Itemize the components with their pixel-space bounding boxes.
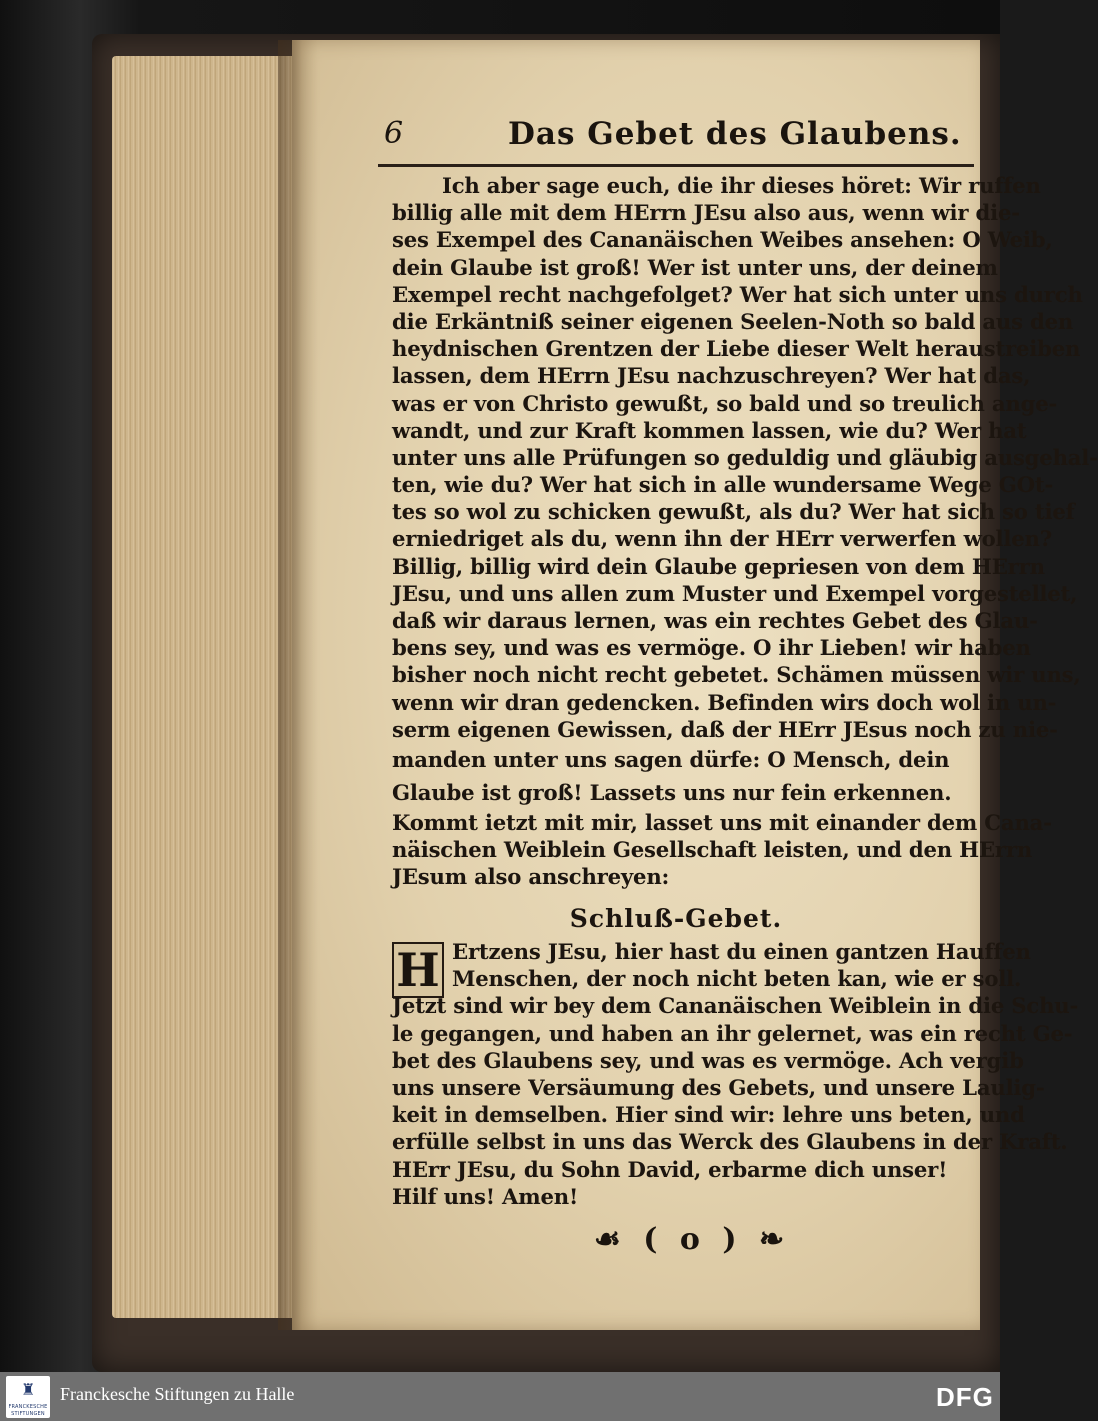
text-line: näischen Weiblein Gesellschaft leisten, und den HErrn: [392, 837, 1033, 863]
text-line: Glaube ist groß! Lassets uns nur fein erkennen.: [392, 779, 952, 805]
text-line: Ertzens JEsu, hier hast du einen gantzen Hauffen: [452, 939, 1031, 964]
text-line: JEsu, und uns allen zum Muster und Exempel vorgestellet,: [392, 580, 1078, 606]
closing-ornament: ☙ ( o ) ❧: [593, 1222, 791, 1257]
text-line: manden unter uns sagen dürfe: O Mensch, dein: [392, 746, 950, 772]
text-line: bisher noch nicht recht gebetet. Schämen müssen wir uns,: [392, 662, 1081, 688]
text-line: erfülle selbst in uns das Werck des Glaubens in der Kraft.: [392, 1129, 1068, 1155]
text-line: unter uns alle Prüfungen so geduldig und gläubig ausgehal-: [392, 444, 1098, 470]
text-line: heydnischen Grentzen der Liebe dieser Welt heraustreiben: [392, 336, 1081, 362]
text-line: bens sey, und was es vermöge. O ihr Lieben! wir haben: [392, 635, 1031, 661]
text-line: ten, wie du? Wer hat sich in alle wundersame Wege GOt-: [392, 472, 1054, 498]
text-line: Exempel recht nachgefolget? Wer hat sich unter uns durch: [392, 281, 1083, 307]
page-edges: [112, 56, 292, 1318]
text-line: Hilf uns! Amen!: [392, 1183, 579, 1209]
text-line: was er von Christo gewußt, so bald und so treulich ange-: [392, 390, 1058, 416]
text-line: die Erkäntniß seiner eigenen Seelen-Noth so bald aus den: [392, 308, 1074, 334]
text-line: tes so wol zu schicken gewußt, als du? Wer hat sich so tief: [392, 499, 1075, 525]
prayer-text: [392, 938, 1079, 1210]
text-line: Jetzt sind wir bey dem Cananäischen Weiblein in die Schu-: [392, 993, 1079, 1019]
text-line: daß wir daraus lernen, was ein rechtes Gebet des Glau-: [392, 608, 1038, 633]
text-line: uns unsere Versäumung des Gebets, und unsere Laulig-: [392, 1074, 1045, 1100]
section-heading: Schluß-Gebet.: [569, 904, 783, 933]
text-line: dein Glaube ist groß! Wer ist unter uns, der deinem: [392, 254, 998, 280]
text-line: Ich aber sage euch, die ihr dieses höret: Wir ruffen: [442, 173, 1041, 198]
text-line: JEsum also anschreyen:: [392, 864, 670, 890]
text-line: Billig, billig wird dein Glaube gepriesen von dem HErrn: [392, 553, 1045, 579]
text-line: billig alle mit dem HErrn JEsu also aus, wenn wir die-: [392, 200, 1020, 226]
page-header-title: Das Gebet des Glaubens.: [508, 116, 962, 152]
header-rule: [378, 164, 974, 167]
logo-text-bottom: STIFTUNGEN: [11, 1411, 45, 1417]
text-line: Menschen, der noch nicht beten kan, wie er soll.: [452, 966, 1022, 992]
building-icon: ♜: [21, 1380, 36, 1399]
text-line: wenn wir dran gedencken. Befinden wirs doch wol in un-: [392, 689, 1057, 715]
drop-cap: H: [392, 942, 444, 998]
text-line: Kommt ietzt mit mir, lasset uns mit einander dem Cana-: [392, 809, 1052, 835]
running-head: [378, 116, 976, 156]
body-text: [392, 172, 1098, 891]
dfg-logo[interactable]: DFG: [936, 1382, 994, 1412]
text-line: bet des Glaubens sey, und was es vermöge. Ach vergib: [392, 1047, 1024, 1073]
institution-name[interactable]: Franckesche Stiftungen zu Halle: [60, 1384, 295, 1404]
text-line: ses Exempel des Cananäischen Weibes ansehen: O Weib,: [392, 227, 1053, 253]
footer-bar: [0, 1372, 1000, 1421]
text-line: keit in demselben. Hier sind wir: lehre uns beten, und: [392, 1102, 1025, 1128]
page-gutter: [278, 40, 318, 1330]
page-number: 6: [384, 116, 404, 151]
franckesche-logo[interactable]: [6, 1376, 50, 1418]
text-line: erniedriget als du, wenn ihn der HErr verwerfen wollen?: [392, 526, 1052, 552]
text-line: wandt, und zur Kraft kommen lassen, wie du? Wer hat: [392, 417, 1027, 443]
text-line: lassen, dem HErrn JEsu nachzuschreyen? Wer hat das,: [392, 363, 1031, 389]
text-line: serm eigenen Gewissen, daß der HErr JEsus noch zu nie-: [392, 716, 1058, 742]
text-line: HErr JEsu, du Sohn David, erbarme dich unser!: [392, 1156, 948, 1182]
text-line: le gegangen, und haben an ihr gelernet, was ein recht Ge-: [392, 1020, 1073, 1046]
logo-text-top: FRANCKESCHE: [8, 1404, 48, 1410]
